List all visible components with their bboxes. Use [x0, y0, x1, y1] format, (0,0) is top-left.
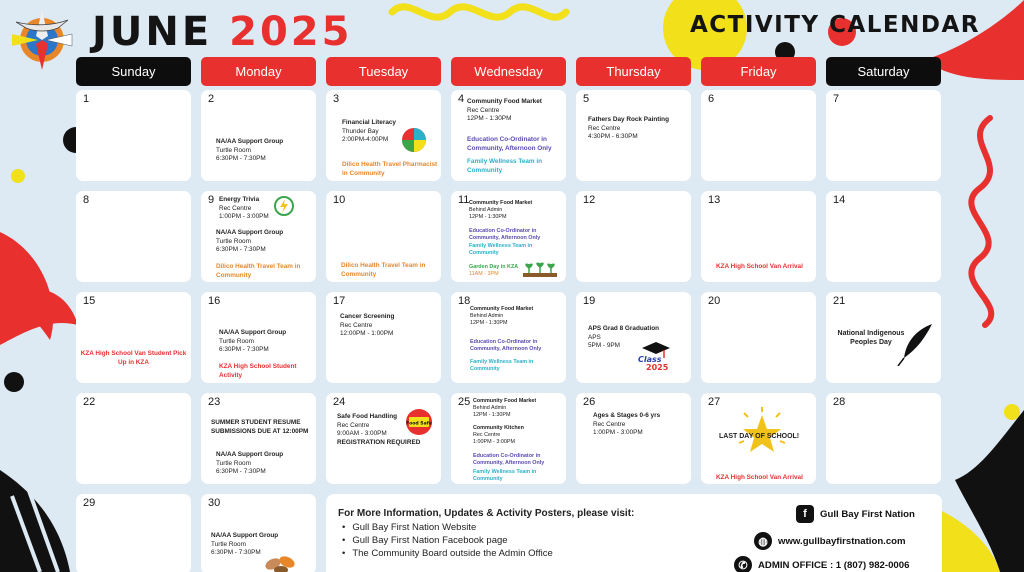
date-number: 19 [583, 295, 596, 307]
event-time: 6:30PM - 7:30PM [219, 346, 269, 354]
event-time: 12PM - 1:30PM [467, 115, 512, 123]
event-note: KZA High School Van Arrival [716, 263, 803, 270]
facebook-name[interactable]: Gull Bay First Nation [820, 509, 915, 520]
event-place: APS [588, 333, 601, 341]
phone-icon: ✆ [734, 556, 752, 572]
day-cell-14[interactable] [826, 191, 941, 282]
info-list [342, 521, 553, 560]
event-place: Rec Centre [588, 124, 621, 132]
day-cell-5[interactable] [576, 90, 691, 181]
event-title: Community Food Market [467, 98, 542, 105]
event-time: 11AM - 3PM [469, 271, 499, 277]
event-place: Rec Centre [467, 106, 500, 114]
day-cell-13[interactable] [701, 191, 816, 282]
date-number: 21 [833, 295, 846, 307]
day-cell-12[interactable] [576, 191, 691, 282]
date-number: 7 [833, 93, 840, 105]
event-time: 9:00AM - 3:00PM [337, 430, 387, 438]
date-number: 25 [458, 396, 471, 408]
event-title: Community Food Market [470, 306, 534, 312]
event-place: Turtle Room [216, 237, 251, 245]
date-number: 2 [208, 93, 215, 105]
date-number: 10 [333, 194, 346, 206]
event-note: Education Co-Ordinator in Community, Afternoon Only [467, 136, 552, 152]
info-link-website[interactable]: • Gull Bay First Nation Website [342, 521, 553, 534]
event-note: Education Co-Ordinator in Community, Afternoon Only [473, 453, 545, 467]
admin-phone[interactable]: ADMIN OFFICE : 1 (807) 982-0006 [758, 560, 910, 571]
food-safe-badge-icon [404, 407, 434, 437]
event-place: Behind Admin [470, 313, 504, 320]
day-cell-18[interactable] [451, 292, 566, 383]
date-number: 12 [583, 194, 596, 206]
event-title: NA/AA Support Group [211, 532, 279, 539]
date-number: 14 [833, 194, 846, 206]
day-cell-30[interactable] [201, 494, 316, 572]
calendar-subtitle: ACTIVITY CALENDAR [689, 12, 980, 38]
date-number: 26 [583, 396, 596, 408]
event-title: National Indigenous Peoples Day [837, 330, 905, 346]
day-cell-1[interactable] [76, 90, 191, 181]
event-note: Dilico Health Travel Team in Community [216, 263, 301, 279]
grad-badge-line1: Class [638, 355, 662, 364]
event-place: Turtle Room [216, 459, 251, 467]
event-title: NA/AA Support Group [216, 451, 284, 458]
event-note: KZA High School Van Arrival [716, 474, 803, 481]
date-number: 1 [83, 93, 90, 105]
date-number: 4 [458, 93, 465, 105]
event-time: 5PM - 9PM [588, 342, 620, 350]
date-number: 22 [83, 396, 96, 408]
event-note: Education Co-Ordinator in Community, Afternoon Only [470, 339, 542, 353]
date-number: 30 [208, 497, 221, 509]
day-cell-22[interactable] [76, 393, 191, 484]
event-time: 12PM - 1:30PM [473, 412, 511, 419]
event-title: NA/AA Support Group [219, 329, 287, 336]
event-time: 1:00PM - 3:00PM [219, 213, 269, 221]
event-title: SUMMER STUDENT RESUME SUBMISSIONS DUE AT 12:00PM [211, 419, 309, 435]
header-sunday: Sunday [76, 57, 191, 86]
event-title: Community Food Market [469, 200, 533, 206]
date-number: 8 [83, 194, 90, 206]
info-link-facebook[interactable]: • Gull Bay First Nation Facebook page [342, 534, 553, 547]
event-place: Rec Centre [340, 321, 373, 329]
month-name: JUNE [92, 9, 213, 55]
event-time: 6:30PM - 7:30PM [216, 246, 266, 254]
lightning-icon [273, 195, 295, 217]
day-cell-29[interactable] [76, 494, 191, 572]
date-number: 11 [458, 194, 470, 206]
event-note: Family Wellness Team in Community [467, 158, 543, 174]
grad-badge-line2: 2025 [646, 363, 669, 372]
event-time: 6:30PM - 7:30PM [211, 549, 261, 557]
date-number: 6 [708, 93, 715, 105]
day-cell-17[interactable] [326, 292, 441, 383]
day-cell-23[interactable] [201, 393, 316, 484]
event-time: 12PM - 1:30PM [469, 214, 507, 221]
info-heading: For More Information, Updates & Activity Posters, please visit: [338, 508, 635, 519]
event-place: Behind Admin [473, 405, 507, 412]
day-cell-16[interactable] [201, 292, 316, 383]
event-place: Thunder Bay [342, 127, 379, 135]
month-title [92, 8, 352, 56]
event-time: 1:00PM - 3:00PM [473, 439, 515, 446]
date-number: 17 [333, 295, 346, 307]
header-friday: Friday [701, 57, 816, 86]
date-number: 20 [708, 295, 721, 307]
date-number: 27 [708, 396, 721, 408]
day-cell-27[interactable] [701, 393, 816, 484]
website-url[interactable]: www.gullbayfirstnation.com [778, 536, 906, 547]
day-cell-19[interactable] [576, 292, 691, 383]
event-place: Turtle Room [211, 540, 246, 548]
event-title: Ages & Stages 0-6 yrs [593, 412, 661, 419]
event-note: Dilico Health Travel Pharmacist in Community [342, 161, 438, 177]
event-time: 12PM - 1:30PM [470, 320, 508, 327]
date-number: 16 [208, 295, 221, 307]
palette-icon [400, 126, 428, 154]
header-saturday: Saturday [826, 57, 941, 86]
date-number: 28 [833, 396, 846, 408]
event-note: Education Co-Ordinator in Community, Afternoon Only [469, 228, 541, 242]
day-cell-24[interactable] [326, 393, 441, 484]
facebook-icon: f [796, 505, 814, 523]
day-cell-7[interactable] [826, 90, 941, 181]
event-note: Garden Day in KZA [469, 264, 519, 270]
date-number: 29 [83, 497, 96, 509]
event-time: 12:00PM - 1:00PM [340, 330, 394, 338]
event-note: KZA High School Student Activity [219, 363, 297, 379]
event-time: 4:30PM - 6:30PM [588, 133, 638, 141]
event-note: Family Wellness Team in Community [473, 469, 537, 483]
event-time: 1:00PM - 3:00PM [593, 429, 643, 437]
day-cell-8[interactable] [76, 191, 191, 282]
date-number: 13 [708, 194, 721, 206]
day-cell-4[interactable] [451, 90, 566, 181]
event-place: Behind Admin [469, 207, 503, 214]
day-cell-10[interactable] [326, 191, 441, 282]
day-cell-25[interactable] [451, 393, 566, 484]
globe-icon: ◍ [754, 532, 772, 550]
day-cell-26[interactable] [576, 393, 691, 484]
event-time: 6:30PM - 7:30PM [216, 155, 266, 163]
event-time: 2:00PM-4:00PM [342, 136, 389, 144]
event-title: NA/AA Support Group [216, 138, 284, 145]
graduation-icon [634, 340, 676, 372]
date-number: 9 [208, 194, 215, 206]
event-title: Cancer Screening [340, 313, 395, 320]
event-title: Fathers Day Rock Painting [588, 116, 669, 123]
event-title: APS Grad 8 Graduation [588, 325, 660, 332]
event-time: 6:30PM - 7:30PM [216, 468, 266, 476]
header-wednesday: Wednesday [451, 57, 566, 86]
date-number: 24 [333, 396, 346, 408]
header-thursday: Thursday [576, 57, 691, 86]
event-place: Turtle Room [216, 146, 251, 154]
header-tuesday: Tuesday [326, 57, 441, 86]
event-place: Rec Centre [219, 204, 252, 212]
event-note: KZA High School Van Student Pick Up in KZA [80, 350, 187, 366]
event-place: Rec Centre [593, 420, 626, 428]
day-cell-28[interactable] [826, 393, 941, 484]
event-note: Family Wellness Team in Community [469, 243, 533, 257]
date-number: 23 [208, 396, 221, 408]
event-place: Rec Centre [337, 421, 370, 429]
event-title: Community Kitchen [473, 425, 524, 431]
day-cell-11[interactable] [451, 191, 566, 282]
day-cell-20[interactable] [701, 292, 816, 383]
day-cell-6[interactable] [701, 90, 816, 181]
date-number: 18 [458, 295, 471, 307]
header-monday: Monday [201, 57, 316, 86]
event-place: Turtle Room [219, 337, 254, 345]
event-title: Community Food Market [473, 398, 537, 404]
feather-icon [896, 322, 936, 366]
day-cell-15[interactable] [76, 292, 191, 383]
event-note: Dilico Health Travel Team in Community [341, 262, 426, 278]
event-title: NA/AA Support Group [216, 229, 284, 236]
date-number: 15 [83, 295, 96, 307]
year: 2025 [229, 9, 353, 55]
day-cell-9[interactable] [201, 191, 316, 282]
event-note: REGISTRATION REQUIRED [337, 438, 421, 446]
logo-icon [8, 6, 76, 74]
info-item-community-board: • The Community Board outside the Admin Office [342, 547, 553, 560]
date-number: 5 [583, 93, 590, 105]
hands-icon [261, 552, 301, 572]
event-title: LAST DAY OF SCHOOL! [719, 433, 800, 440]
event-title: Financial Literacy [342, 119, 396, 126]
seedling-icon [523, 261, 557, 277]
event-note: Family Wellness Team in Community [470, 359, 534, 373]
day-cell-2[interactable] [201, 90, 316, 181]
info-box [326, 494, 942, 572]
day-cell-21[interactable] [826, 292, 941, 383]
event-title: Energy Trivia [219, 196, 260, 203]
event-title: Safe Food Handling [337, 413, 397, 420]
food-safe-badge-text: Food Safe [406, 421, 432, 427]
date-number: 3 [333, 93, 340, 105]
day-cell-3[interactable] [326, 90, 441, 181]
event-place: Rec Centre [473, 432, 501, 439]
